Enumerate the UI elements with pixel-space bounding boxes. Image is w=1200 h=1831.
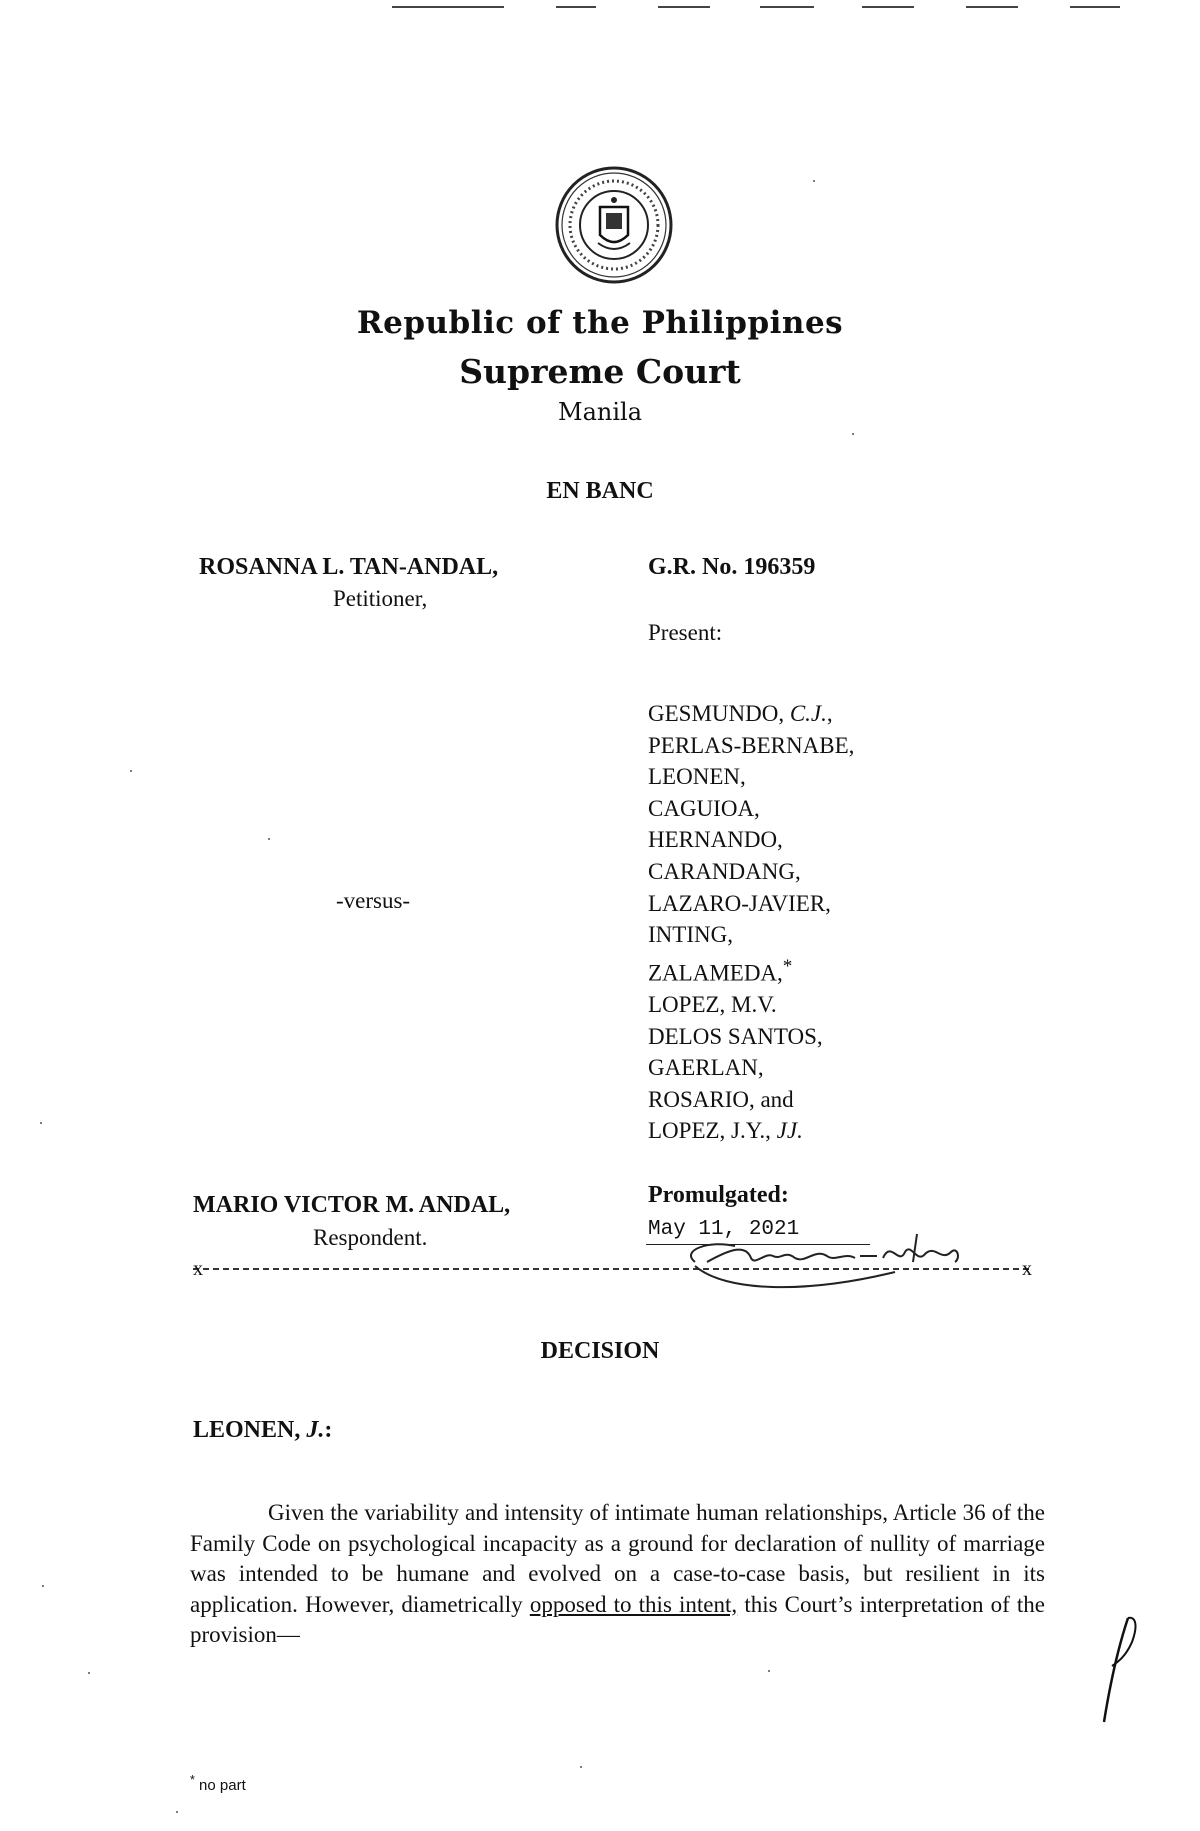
header-republic: Republic of the Philippines — [356, 305, 844, 341]
present-label: Present: — [648, 620, 723, 645]
separator-left-mark: x — [193, 1258, 203, 1280]
top-border-dash — [760, 6, 814, 8]
clerk-signature-icon — [655, 1222, 1015, 1302]
justice-surname: LOPEZ, J.Y., — [648, 1118, 777, 1144]
justice-name — [648, 824, 854, 856]
justice-suffix: , — [826, 701, 833, 726]
justice-name — [648, 730, 854, 762]
header-supreme-court: Supreme Court — [459, 352, 741, 391]
decision-heading: DECISION — [540, 1338, 660, 1364]
justice-name — [648, 1052, 854, 1084]
justice-surname: INTING, — [648, 922, 733, 948]
division-label: EN BANC — [546, 478, 654, 504]
justice-surname: LAZARO-JAVIER, — [648, 890, 831, 916]
scan-speck — [852, 433, 854, 435]
justice-name — [648, 951, 854, 989]
ponente-title: J. — [306, 1417, 325, 1443]
paragraph-text-end: this Court’s interpretation of the provision— — [190, 1591, 1045, 1647]
justice-name — [648, 989, 854, 1021]
justice-name — [648, 1021, 854, 1053]
justice-surname: ZALAMEDA, — [648, 960, 783, 986]
promulgated-label: Promulgated: — [648, 1182, 789, 1208]
justice-name — [648, 1115, 854, 1147]
margin-initial-icon — [1098, 1612, 1144, 1732]
justice-title: JJ. — [776, 1118, 803, 1144]
justice-name — [648, 856, 854, 888]
justice-surname: LOPEZ, M.V. — [648, 992, 777, 1017]
scan-speck — [88, 1672, 90, 1674]
top-border-dash — [1070, 6, 1120, 8]
justice-name — [648, 919, 854, 951]
justice-name — [648, 793, 854, 825]
justice-name — [648, 761, 854, 793]
justice-suffix: * — [782, 955, 793, 977]
footnote-marker: * — [190, 1773, 195, 1787]
top-border-dash — [862, 6, 914, 8]
scan-speck — [268, 838, 270, 840]
justice-surname: CAGUIOA, — [648, 795, 760, 821]
justice-title: C.J. — [789, 701, 827, 726]
top-border-dash — [556, 6, 596, 8]
justice-surname: CARANDANG, — [648, 858, 801, 884]
top-border-dash — [966, 6, 1018, 8]
justice-name — [648, 888, 854, 920]
top-border-dash — [658, 6, 710, 8]
scan-speck — [813, 180, 815, 182]
petitioner-name: ROSANNA L. TAN-ANDAL, — [199, 554, 499, 580]
case-number: G.R. No. 196359 — [648, 554, 816, 580]
scan-speck — [176, 1811, 178, 1813]
justice-name — [648, 698, 854, 730]
justice-surname: PERLAS-BERNABE, — [648, 732, 855, 758]
justice-surname: HERNANDO, — [648, 827, 783, 853]
justice-name — [648, 1084, 854, 1116]
footnote-text: no part — [194, 1777, 246, 1794]
scan-speck — [768, 1670, 770, 1672]
justices-list — [648, 698, 854, 1147]
respondent-role: Respondent. — [313, 1225, 428, 1250]
ponente-name: LEONEN, — [193, 1417, 307, 1443]
separator-right-mark: x — [1022, 1258, 1032, 1280]
justice-surname: GAERLAN, — [648, 1055, 764, 1081]
respondent-name: MARIO VICTOR M. ANDAL, — [193, 1192, 511, 1218]
opening-paragraph — [190, 1498, 1045, 1651]
paragraph-text-start: Given the variability and intensity of intimate human relationships, Article 36 of the Family Code on psychological incapacity as a ground for declaration of nullity of marriage was intended to be humane and evolved on a case-to-case basis, but resilient in its application. However, diametrically — [190, 1500, 1045, 1617]
header-city: Manila — [558, 398, 642, 426]
ponente-line — [193, 1417, 332, 1444]
scan-speck — [580, 1766, 582, 1768]
versus-label: -versus- — [336, 888, 411, 913]
supreme-court-seal-icon — [554, 165, 674, 285]
promulgated-date: May 11, 2021 — [648, 1218, 800, 1241]
justice-surname: LEONEN, — [648, 764, 746, 790]
justice-surname: ROSARIO, and — [648, 1086, 794, 1112]
petitioner-role: Petitioner, — [333, 586, 428, 611]
justice-surname: DELOS SANTOS, — [648, 1023, 823, 1049]
paragraph-underlined-text: opposed to this intent, — [529, 1591, 738, 1617]
scan-speck — [42, 1585, 44, 1587]
justice-surname: GESMUNDO, — [648, 701, 790, 726]
top-border-dash — [392, 6, 504, 8]
scan-speck — [130, 770, 132, 772]
ponente-suffix: : — [324, 1417, 333, 1443]
scan-speck — [40, 1122, 42, 1124]
footnote — [190, 1773, 246, 1794]
